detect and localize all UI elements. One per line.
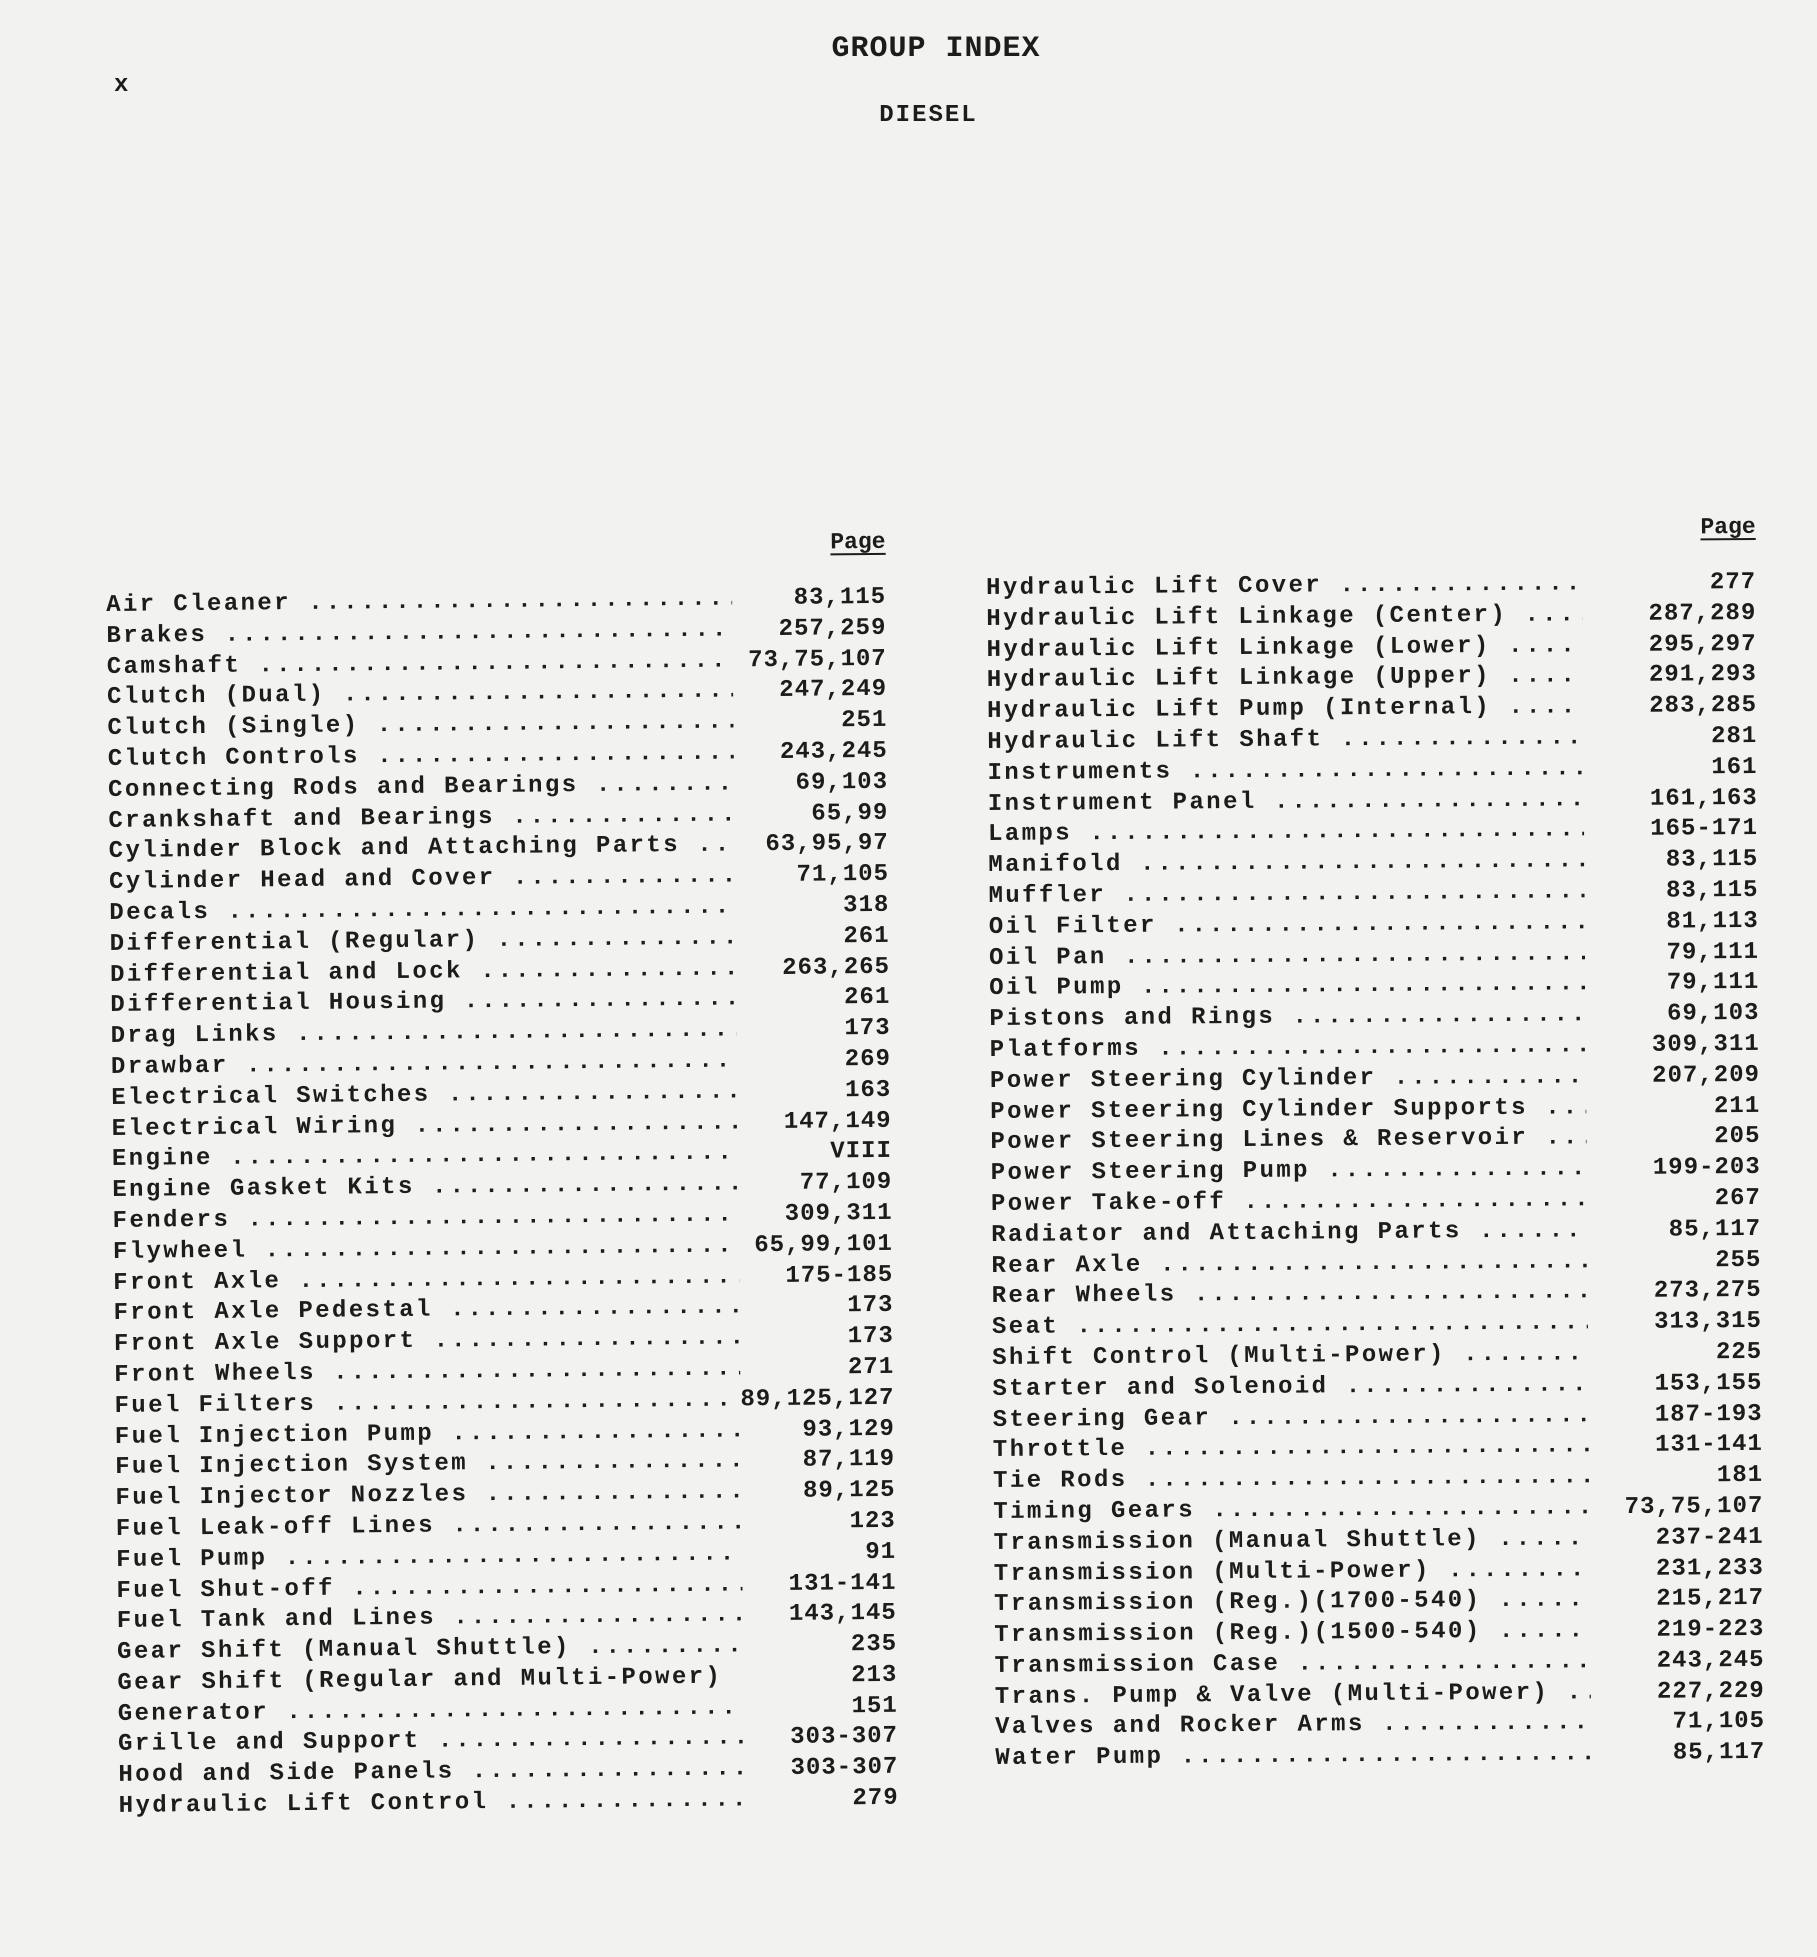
index-entry-page: 211 xyxy=(1713,1092,1761,1120)
index-entry-name: Instrument Panel ..... xyxy=(988,785,1584,820)
index-entry-name: Gear Shift (Regular and Multi-Power) ..... xyxy=(117,1662,743,1699)
index-entry-name: Power Steering Lines & Reservoir ..... xyxy=(990,1124,1586,1159)
index-entry-page: 153,155 xyxy=(1654,1369,1763,1398)
index-entry-name: Transmission (Reg.)(1500-540) ..... xyxy=(994,1616,1590,1651)
index-entry-page: 187-193 xyxy=(1654,1400,1763,1429)
index-entry-name: Fenders ..... xyxy=(112,1200,738,1237)
index-entry-name: Front Axle Support ..... xyxy=(114,1324,740,1361)
index-entry-name: Fuel Injection System ..... xyxy=(115,1447,741,1484)
index-entry-page: 63,95,97 xyxy=(765,830,889,859)
index-entry-page: 215,217 xyxy=(1656,1585,1765,1614)
index-entry-page: 205 xyxy=(1714,1123,1761,1151)
index-entry-page: 161 xyxy=(1711,753,1758,782)
index-entry-page: 291,293 xyxy=(1648,661,1757,690)
index-entry-name: Muffler ..... xyxy=(988,877,1584,912)
index-entry-page: 181 xyxy=(1716,1462,1764,1490)
index-entry-name: Seat ..... xyxy=(992,1308,1588,1343)
index-entry-page: 77,109 xyxy=(799,1168,893,1197)
index-entry-page: VIII xyxy=(830,1138,893,1166)
index-entry-name: Transmission (Manual Shuttle) ..... xyxy=(993,1524,1589,1559)
index-entry-page: 73,75,107 xyxy=(747,645,887,674)
index-entry-name: Power Steering Cylinder Supports ..... xyxy=(990,1093,1586,1128)
index-entry-name: Hydraulic Lift Shaft ..... xyxy=(987,723,1583,758)
index-entry-page: 71,105 xyxy=(796,860,890,889)
index-entry-page: 69,103 xyxy=(1666,1000,1760,1028)
index-entry-page: 279 xyxy=(852,1784,899,1813)
index-entry-name: Starter and Solenoid ..... xyxy=(992,1370,1588,1405)
index-entry-name: Timing Gears ..... xyxy=(993,1493,1589,1528)
index-entry-page: 89,125 xyxy=(802,1476,896,1505)
index-entry-name: Hydraulic Lift Linkage (Center) ..... xyxy=(986,600,1582,635)
index-entry-name: Connecting Rods and Bearings ..... xyxy=(108,769,734,806)
index-entry-page: 173 xyxy=(847,1292,894,1320)
page-number-letter: x xyxy=(114,72,129,99)
index-entry-page: 309,311 xyxy=(1651,1030,1760,1059)
index-entry-name: Cylinder Block and Attaching Parts ..... xyxy=(109,831,735,868)
index-entry-page: 271 xyxy=(847,1353,895,1382)
index-entry-page: 237-241 xyxy=(1655,1523,1764,1552)
index-entry-page: 85,117 xyxy=(1668,1215,1762,1244)
index-entry-name: Differential (Regular) ..... xyxy=(110,923,736,960)
index-entry-name: Radiator and Attaching Parts ..... xyxy=(991,1216,1587,1251)
index-entry-name: Drag Links ..... xyxy=(111,1016,737,1053)
index-entry-name: Rear Axle ..... xyxy=(991,1247,1587,1282)
index-entry-page: 269 xyxy=(844,1045,892,1074)
index-entry-name: Fuel Injection Pump ..... xyxy=(115,1416,741,1453)
index-entry-name: Clutch Controls ..... xyxy=(108,738,734,775)
index-entry-name: Gear Shift (Manual Shuttle) ..... xyxy=(117,1631,743,1668)
index-entry-page: 227,229 xyxy=(1656,1677,1765,1706)
index-entry-page: 161,163 xyxy=(1649,784,1758,813)
index-entry-name: Differential Housing ..... xyxy=(110,985,736,1022)
index-column-right xyxy=(986,513,1766,1775)
index-entry-page: 255 xyxy=(1715,1246,1762,1274)
index-entry-page: 147,149 xyxy=(783,1107,892,1136)
index-entry-page: 287,289 xyxy=(1648,599,1757,628)
index-entry-name: Steering Gear ..... xyxy=(993,1401,1589,1436)
index-entry-page: 81,113 xyxy=(1666,907,1759,936)
index-entry-page: 207,209 xyxy=(1652,1061,1761,1090)
index-entry-name: Front Wheels ..... xyxy=(114,1354,740,1391)
index-entry-name: Engine Gasket Kits ..... xyxy=(112,1170,738,1207)
index-entry-page: 318 xyxy=(842,891,890,920)
index-entry-name: Lamps ..... xyxy=(988,816,1584,851)
index-entry-name: Fuel Shut-off ..... xyxy=(116,1570,742,1607)
index-entry-page: 173 xyxy=(847,1322,894,1351)
index-entry-name: Rear Wheels ..... xyxy=(992,1278,1588,1313)
index-entry-page: 173 xyxy=(844,1014,891,1043)
index-list-right xyxy=(986,568,1765,1775)
index-entry-page: 91 xyxy=(865,1538,897,1566)
index-entry xyxy=(995,1738,1765,1775)
index-entry-page: 123 xyxy=(849,1507,896,1536)
index-entry-page: 303-307 xyxy=(790,1754,899,1783)
index-entry-name: Valves and Rocker Arms ..... xyxy=(995,1709,1591,1744)
index-entry-page: 65,99,101 xyxy=(754,1230,894,1259)
index-entry-name: Manifold ..... xyxy=(988,846,1584,881)
index-entry-name: Transmission (Reg.)(1700-540) ..... xyxy=(994,1586,1590,1621)
page-column-header: Page xyxy=(1700,513,1756,541)
index-column-left xyxy=(106,528,899,1823)
index-entry-name: Shift Control (Multi-Power) ..... xyxy=(992,1339,1588,1374)
index-entry-name: Grille and Support ..... xyxy=(118,1724,744,1761)
index-entry-page: 175-185 xyxy=(785,1261,894,1290)
index-entry-page: 283,285 xyxy=(1649,692,1758,720)
page-subtitle: DIESEL xyxy=(879,102,978,129)
index-entry-name: Transmission (Multi-Power) ..... xyxy=(994,1555,1590,1590)
index-entry-page: 243,245 xyxy=(779,737,888,766)
index-entry-name: Hydraulic Lift Cover ..... xyxy=(986,569,1582,604)
index-entry-page: 163 xyxy=(844,1076,892,1105)
index-entry-name: Fuel Leak-off Lines ..... xyxy=(116,1508,742,1545)
index-entry-name: Flywheel ..... xyxy=(113,1231,739,1268)
index-entry-name: Decals ..... xyxy=(109,892,735,929)
index-entry-page: 71,105 xyxy=(1672,1708,1766,1737)
index-entry-page: 257,259 xyxy=(778,614,887,643)
index-entry-name: Cylinder Head and Cover ..... xyxy=(109,862,735,899)
index-entry-page: 313,315 xyxy=(1653,1308,1763,1336)
index-entry-page: 235 xyxy=(850,1630,898,1659)
index-entry-name: Engine ..... xyxy=(112,1139,738,1176)
index-entry-page: 243,245 xyxy=(1656,1646,1765,1675)
index-entry-name: Generator ..... xyxy=(118,1693,744,1730)
index-entry-page: 65,99 xyxy=(811,799,889,828)
index-entry-page: 73,75,107 xyxy=(1624,1492,1764,1521)
index-entry-page: 83,115 xyxy=(1665,846,1759,874)
index-entry-name: Power Take-off ..... xyxy=(991,1185,1587,1220)
index-entry-name: Hydraulic Lift Linkage (Upper) ..... xyxy=(987,662,1583,697)
index-entry-page: 79,111 xyxy=(1666,938,1760,967)
index-entry-name: Air Cleaner ..... xyxy=(106,584,732,621)
index-entry-page: 199-203 xyxy=(1652,1154,1761,1182)
index-entry-name: Power Steering Cylinder ..... xyxy=(990,1062,1586,1097)
index-entry-page: 165-171 xyxy=(1650,815,1759,844)
index-entry-name: Oil Pump ..... xyxy=(989,970,1585,1005)
index-entry-name: Hydraulic Lift Linkage (Lower) ..... xyxy=(986,631,1582,666)
index-entry-name: Tie Rods ..... xyxy=(993,1462,1589,1497)
index-entry-page: 89,125,127 xyxy=(740,1384,895,1414)
index-entry-name: Electrical Switches ..... xyxy=(111,1077,737,1114)
index-entry-page: 273,275 xyxy=(1653,1277,1762,1306)
index-entry-name: Drawbar ..... xyxy=(111,1046,737,1083)
index-entry-name: Hydraulic Lift Pump (Internal) ..... xyxy=(987,693,1583,728)
index-entry-name: Transmission Case ..... xyxy=(994,1647,1590,1682)
index-entry-name: Instruments ..... xyxy=(987,754,1583,789)
index-entry-page: 225 xyxy=(1715,1338,1763,1367)
index-entry-page: 83,115 xyxy=(1665,876,1759,905)
index-entry-page: 261 xyxy=(843,922,890,951)
index-entry-page: 303-307 xyxy=(790,1723,899,1752)
index-entry-page: 213 xyxy=(851,1661,898,1690)
index-entry-page: 143,145 xyxy=(788,1600,897,1629)
index-entry-name: Pistons and Rings ..... xyxy=(989,1000,1585,1035)
index-entry-page: 79,111 xyxy=(1666,969,1760,998)
index-entry-name: Platforms ..... xyxy=(990,1031,1586,1066)
index-entry-name: Fuel Filters ..... xyxy=(114,1385,734,1422)
index-entry-name: Trans. Pump & Valve (Multi-Power) ..... xyxy=(995,1678,1591,1713)
index-entry-page: 263,265 xyxy=(782,953,891,982)
index-entry-page: 219-223 xyxy=(1656,1616,1765,1644)
index-entry-page: 85,117 xyxy=(1672,1739,1766,1767)
index-entry-page: 131-141 xyxy=(1654,1431,1763,1460)
index-entry-name: Differential and Lock ..... xyxy=(110,954,736,991)
index-entry-name: Hydraulic Lift Control ..... xyxy=(119,1785,745,1822)
index-entry-name: Front Axle Pedestal ..... xyxy=(113,1293,739,1330)
index-list-left xyxy=(106,583,899,1823)
index-entry-page: 281 xyxy=(1710,722,1758,751)
index-entry-name: Crankshaft and Bearings ..... xyxy=(108,800,734,837)
index-entry-page: 267 xyxy=(1714,1184,1762,1213)
index-entry-page: 151 xyxy=(851,1692,898,1720)
index-entry-name: Water Pump ..... xyxy=(995,1740,1591,1775)
page-column-header: Page xyxy=(830,528,886,556)
index-entry-name: Fuel Tank and Lines ..... xyxy=(117,1601,743,1638)
index-entry-name: Oil Pan ..... xyxy=(989,939,1585,974)
index-entry-name: Camshaft ..... xyxy=(107,646,733,683)
index-entry-name: Oil Filter ..... xyxy=(989,908,1585,943)
index-entry-name: Hood and Side Panels ..... xyxy=(118,1755,744,1792)
index-entry-name: Power Steering Pump ..... xyxy=(991,1154,1587,1189)
index-entry-page: 251 xyxy=(841,707,888,735)
index-entry-page: 131-141 xyxy=(788,1569,897,1598)
index-entry-name: Brakes ..... xyxy=(106,615,732,652)
index-entry-page: 69,103 xyxy=(795,768,889,797)
index-entry-page: 309,311 xyxy=(784,1199,893,1228)
index-entry-page: 295,297 xyxy=(1648,630,1757,659)
index-entry-name: Fuel Pump ..... xyxy=(116,1539,742,1576)
index-entry-name: Front Axle ..... xyxy=(113,1262,739,1299)
index-entry-page: 247,249 xyxy=(779,676,888,705)
index-entry-page: 93,129 xyxy=(802,1415,895,1444)
index-entry-page: 261 xyxy=(843,984,891,1012)
index-entry-name: Clutch (Single) ..... xyxy=(107,708,733,745)
index-entry-name: Clutch (Dual) ..... xyxy=(107,677,733,714)
page-title: GROUP INDEX xyxy=(831,32,1041,66)
index-entry-name: Throttle ..... xyxy=(993,1432,1589,1467)
index-entry-page: 231,233 xyxy=(1655,1554,1764,1583)
index-entry-page: 83,115 xyxy=(793,583,887,612)
index-entry-name: Electrical Wiring ..... xyxy=(111,1108,737,1145)
index-entry-page: 87,119 xyxy=(802,1446,896,1475)
index-entry-page: 277 xyxy=(1709,568,1757,597)
index-entry-name: Fuel Injector Nozzles ..... xyxy=(115,1478,741,1515)
